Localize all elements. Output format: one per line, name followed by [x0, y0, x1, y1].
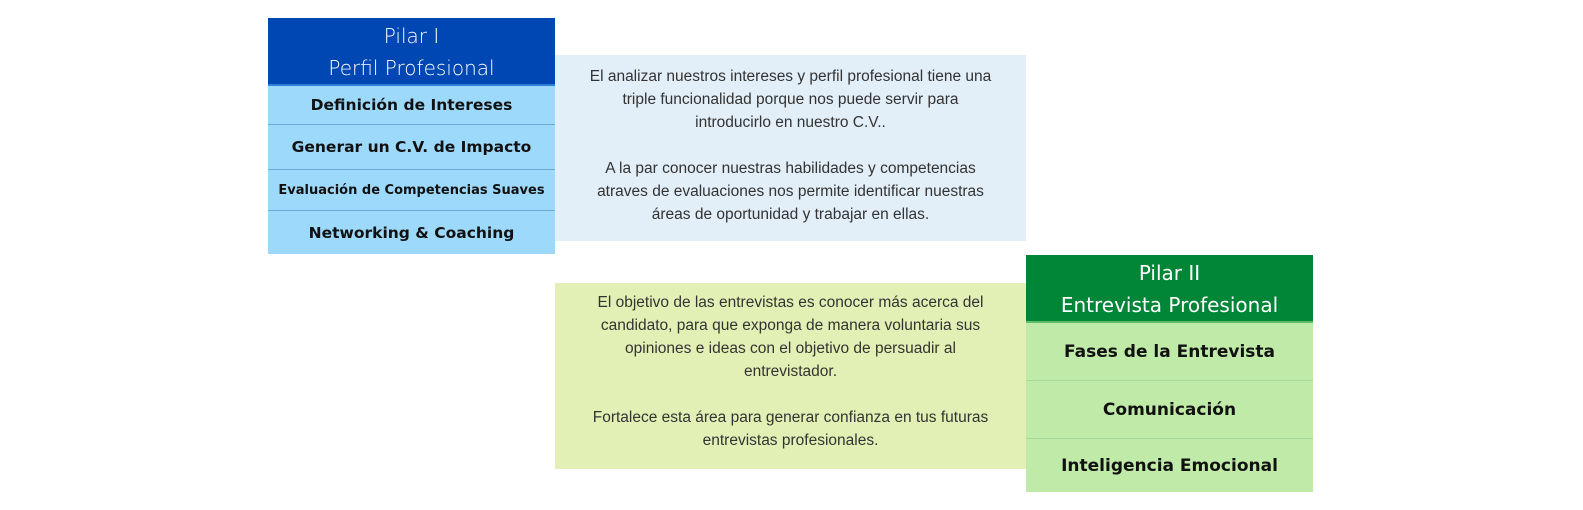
pilar2-description-paragraph: El objetivo de las entrevistas es conocer más acerca del candidato, para que exponga de manera voluntaria sus opiniones e ideas con el objetivo de persuadir al entrevistador.: [597, 294, 984, 380]
pilar1-description: [555, 55, 1026, 241]
pilar1-title: Pilar I: [383, 24, 440, 48]
pilar2-header: [1026, 255, 1313, 323]
pilar2-item-comunicacion: Comunicación: [1102, 399, 1237, 420]
pilar1-item-intereses: Definición de Intereses: [310, 96, 513, 114]
pilar1-item-networking: Networking & Coaching: [308, 223, 515, 242]
pilar2-description-paragraph: Fortalece esta área para generar confianza en tus futuras entrevistas profesionales.: [592, 409, 989, 449]
pilar2-list: [1026, 323, 1313, 492]
pilar1-item-cv: Generar un C.V. de Impacto: [291, 138, 532, 156]
pilar2-title: Pilar II: [1138, 261, 1201, 285]
pilar1-description-paragraph: El analizar nuestros intereses y perfil profesional tiene una triple funcionalidad porque nos puede servir para introducirlo en nuestro C.V..: [589, 68, 992, 131]
pilar2-item-inteligencia: Inteligencia Emocional: [1061, 455, 1278, 476]
pilar2-item-fases: Fases de la Entrevista: [1064, 341, 1275, 362]
pilar1-item-competencias: Evaluación de Competencias Suaves: [278, 182, 545, 198]
pilar1-subtitle: Perfil Profesional: [328, 56, 495, 80]
pilar1-description-paragraph: A la par conocer nuestras habilidades y competencias atraves de evaluaciones nos permite identificar nuestras áreas de oportunidad y trabajar en ellas.: [597, 160, 984, 223]
pilar1-list: [268, 86, 555, 254]
pilar1-header: [268, 18, 555, 86]
pilar2-subtitle: Entrevista Profesional: [1060, 293, 1279, 317]
pilar2-description: [555, 283, 1026, 469]
